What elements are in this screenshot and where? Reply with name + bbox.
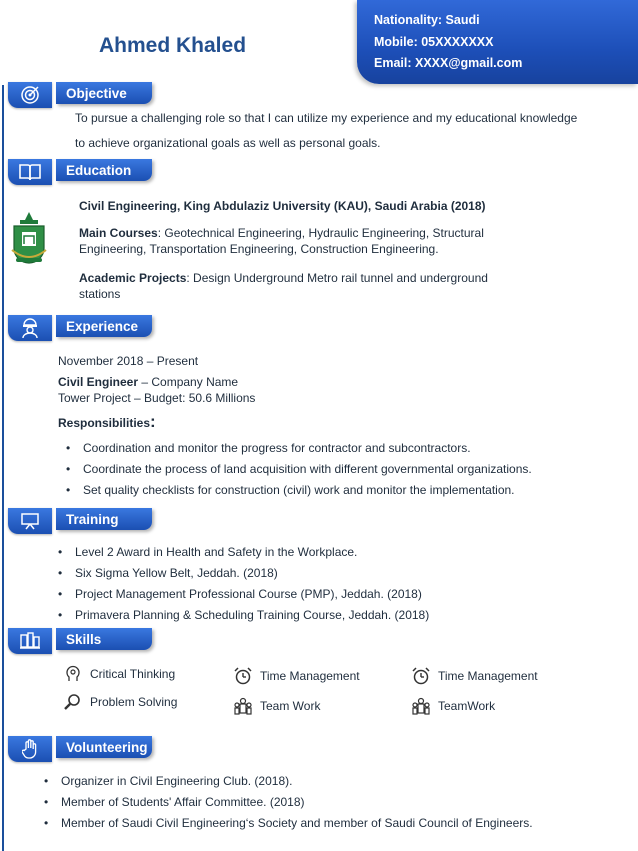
section-experience: Experience [56, 315, 152, 337]
list-item: • Member of Saudi Civil Engineering‘s Society and member of Saudi Council of Engineers. [44, 815, 533, 836]
list-item: • Member of Students' Affair Committee. (2018) [44, 794, 533, 815]
objective-line-2: to achieve organizational goals as well as personal goals. [75, 136, 381, 150]
nationality: Nationality: Saudi [374, 13, 480, 27]
candidate-name: Ahmed Khaled [99, 34, 247, 57]
skill-problem-solving: Problem Solving [62, 693, 177, 711]
list-item: • Set quality checklists for construction (civil) work and monitor the implementation. [66, 482, 532, 503]
alarm-clock-icon [232, 667, 254, 685]
book-icon [8, 159, 52, 185]
target-icon [8, 82, 52, 108]
skill-time-management: Time Management [232, 667, 360, 685]
section-education: Education [56, 159, 152, 181]
section-training: Training [56, 508, 152, 530]
skill-time-management-2: Time Management [410, 667, 538, 685]
responsibilities-list [66, 440, 532, 503]
engineer-icon [8, 315, 52, 341]
education-courses-line-2: Engineering, Transportation Engineering, Construction Engineering. [79, 242, 439, 256]
objective-line-1: To pursue a challenging role so that I can utilize my experience and my educational knowledge [75, 111, 578, 125]
list-item: • Project Management Professional Course (PMP), Jeddah. (2018) [58, 586, 429, 607]
university-logo [8, 210, 50, 268]
list-item: • Coordination and monitor the progress for contractor and subcontractors. [66, 440, 532, 461]
training-list [58, 544, 429, 628]
education-degree: Civil Engineering, King Abdulaziz University (KAU), Saudi Arabia (2018) [79, 199, 486, 213]
team-icon [232, 697, 254, 715]
skill-team-work: Team Work [232, 697, 320, 715]
lightbulb-head-icon [62, 665, 84, 683]
experience-title: Civil Engineer – Company Name [58, 375, 239, 389]
responsibilities-label: Responsibilities: [58, 412, 156, 431]
section-skills: Skills [56, 628, 152, 650]
alarm-clock-icon [410, 667, 432, 685]
list-item: • Level 2 Award in Health and Safety in the Workplace. [58, 544, 429, 565]
education-projects-line-2: stations [79, 287, 121, 301]
section-objective: Objective [56, 82, 152, 104]
presentation-board-icon [8, 508, 52, 534]
magnifier-icon [62, 693, 84, 711]
left-accent-rule [2, 85, 4, 851]
volunteering-list [44, 773, 533, 836]
experience-project: Tower Project – Budget: 50.6 Millions [58, 391, 256, 405]
raised-hand-icon [8, 736, 52, 762]
skills-icon [8, 628, 52, 654]
list-item: • Primavera Planning & Scheduling Training Course, Jeddah. (2018) [58, 607, 429, 628]
list-item: • Coordinate the process of land acquisition with different governmental organizations. [66, 461, 532, 482]
mobile: Mobile: 05XXXXXXX [374, 35, 494, 49]
list-item: • Organizer in Civil Engineering Club. (2018). [44, 773, 533, 794]
education-courses-line-1: Main Courses: Geotechnical Engineering, Hydraulic Engineering, Structural [79, 226, 484, 240]
contact-box [357, 0, 638, 84]
skill-team-work-2: TeamWork [410, 697, 495, 715]
section-volunteering: Volunteering [56, 736, 152, 758]
education-projects-line-1: Academic Projects: Design Underground Metro rail tunnel and underground [79, 271, 488, 285]
skill-critical-thinking: Critical Thinking [62, 665, 175, 683]
experience-period: November 2018 – Present [58, 354, 199, 368]
team-icon [410, 697, 432, 715]
list-item: • Six Sigma Yellow Belt, Jeddah. (2018) [58, 565, 429, 586]
email: Email: XXXX@gmail.com [374, 56, 523, 70]
